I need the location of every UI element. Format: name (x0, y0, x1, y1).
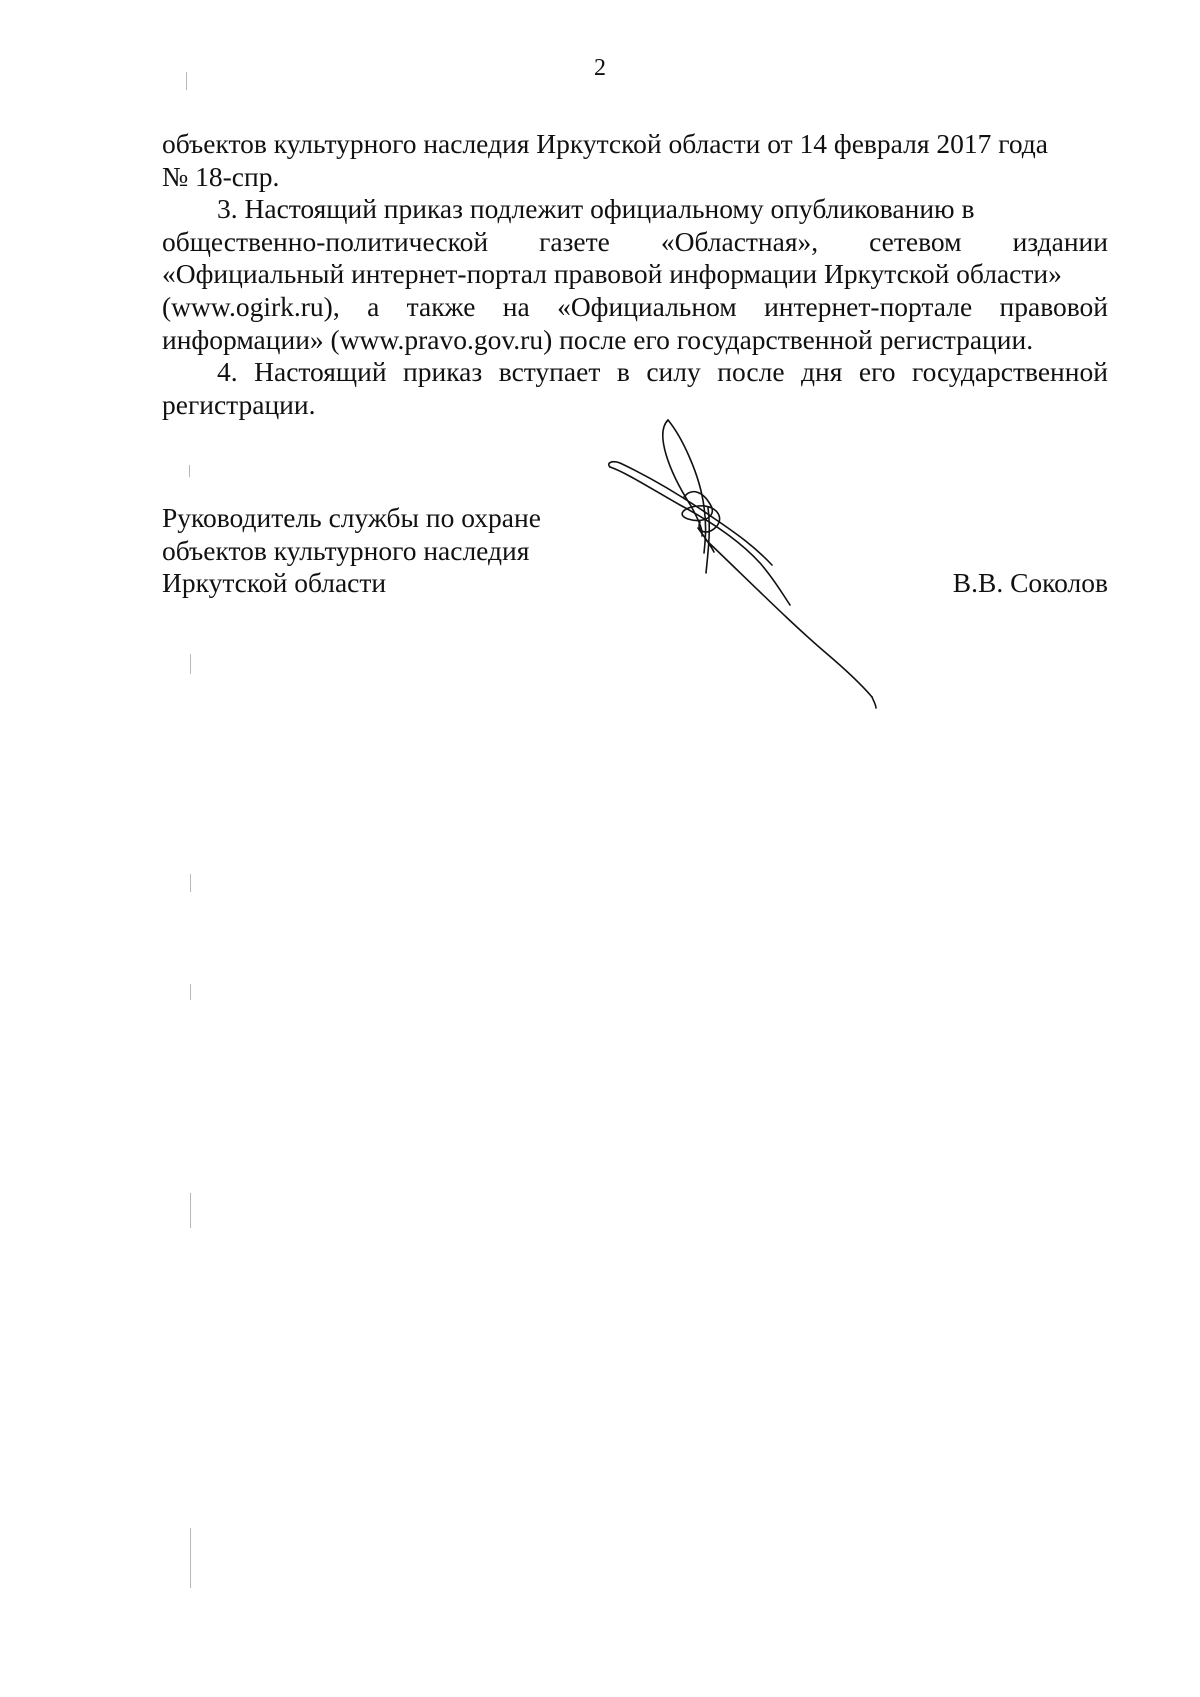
signatory-position-line-3: Иркутской области (162, 567, 387, 599)
paragraph-3-line-1 (162, 193, 1108, 226)
page-number: 2 (594, 55, 606, 81)
continuation-line-2: № 18-спр. (162, 160, 280, 192)
signatory-position-line-1: Руководитель службы по охране (162, 502, 541, 533)
continuation-line-1: объектов культурного наследия Иркутской области от 14 февраля 2017 года (162, 128, 1048, 159)
paragraph-3-line-3: «Официальный интернет-портал правовой информации Иркутской области» (162, 258, 1062, 290)
paragraph-4-word-6: силу (646, 356, 701, 388)
paragraph-4-word-2: Настоящий (254, 356, 387, 388)
scan-margin-mark (189, 465, 190, 477)
paragraph-3-line-4-word-6: интернет-портале (764, 290, 973, 322)
paragraph-4-word-10: государственной (911, 356, 1108, 388)
signatory-name: В.В. Соколов (952, 567, 1108, 598)
paragraph-4-word-5: в (616, 356, 630, 388)
document-body (162, 128, 1108, 421)
paragraph-4-word-7: после (717, 356, 785, 388)
paragraph-3-line-2-word-3: «Областная», (660, 225, 819, 257)
handwritten-signature (600, 415, 900, 725)
paragraph-4-word-8: дня (801, 356, 843, 388)
paragraph-3-line-4-word-7: правовой (999, 290, 1108, 322)
paragraph-3-line-4-word-4: на (502, 290, 530, 322)
paragraph-3-line-4-word-5: «Официальном (557, 290, 737, 322)
paragraph-3-line-5: информации» (www.pravo.gov.ru) после его государственной регистрации. (162, 323, 1034, 355)
paragraph-4-line-2: регистрации. (162, 388, 316, 420)
paragraph-3-line-1-text: 3. Настоящий приказ подлежит официальному опубликованию в (217, 193, 975, 225)
paragraph-4-word-9: его (858, 356, 896, 388)
scan-margin-mark (186, 72, 187, 90)
scan-margin-mark (190, 654, 191, 674)
paragraph-3-line-2-word-4: сетевом (869, 225, 962, 257)
paragraph-3-line-4-word-2: а (367, 290, 380, 322)
paragraph-3-line-2 (162, 226, 1108, 259)
paragraph-3-line-4 (162, 291, 1108, 324)
signatory-position-line-2: объектов культурного наследия (162, 534, 530, 566)
paragraph-3-line-2-word-5: издании (1012, 225, 1108, 257)
paragraph-4-word-1: 4. (217, 356, 238, 388)
paragraph-4-line-1 (162, 356, 1108, 389)
paragraph-3-line-2-word-1: общественно-политической (162, 225, 489, 257)
scan-margin-mark (190, 1528, 191, 1588)
paragraph-3-line-4-word-1: (www.ogirk.ru), (162, 290, 340, 322)
paragraph-4-word-3: приказ (403, 356, 483, 388)
scan-margin-mark (190, 984, 191, 1000)
signatory-position (162, 502, 541, 600)
paragraph-3-line-2-word-2: газете (539, 225, 610, 257)
scan-margin-mark (190, 1193, 191, 1228)
paragraph-3-line-4-word-3: также (406, 290, 476, 322)
scan-margin-mark (190, 874, 191, 892)
paragraph-4-word-4: вступает (498, 356, 601, 388)
